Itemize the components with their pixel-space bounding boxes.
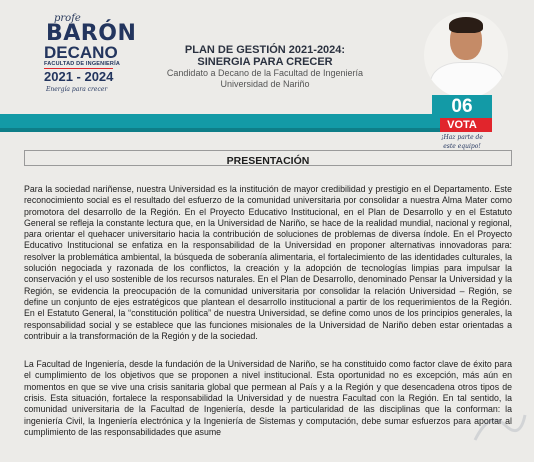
header-stripe-dark bbox=[0, 128, 440, 132]
vote-label: VOTA bbox=[432, 118, 492, 132]
badge-tagline-2: este equipo! bbox=[443, 143, 481, 150]
paragraph-1: Para la sociedad nariñense, nuestra Universidad es la institución de mayor credibilidad y prestigio en el Departamento. Este reconocimiento social es el resultado del esfuerzo de la comunidad universitaria por consolidar a nuestra Alma Mater como promotora del desarrollo de la Región. En el Proyecto Educativo Institucional, en el Plan de Desarrollo y en el Estatuto General se refleja la constante lectura que, en la Universidad de Nariño, se hace de la realidad mundial, nacional y regional, para orientar el quehacer universitario hacia la contribución de soluciones de problemas de diversa índole. En el Proyecto Educativo Institucional se enfatiza en la responsabilidad de la Universidad en proponer alternativas innovadoras para: resolver la problemática ambiental, la búsqueda de soberanía alimentaria, el fortalecimiento de las identidades culturales, la solución negociada y razonada de los conflictos, la creación y la adopción de tecnologías limpias para impulsar la conservación y el uso sostenible de los recursos naturales. En el Plan de Desarrollo, denominado Pensar la Universidad y la Región, se evidencia la preocupación de la comunidad universitaria por consolidar la relación Universidad – Región, se define un conjunto de ejes estratégicos que plantean el desarrollo institucional a partir de los requerimientos de la Región. En el Estatuto General, la “constitución política” de nuestra Universidad, se define como unos de los principios generales, la responsabilidad social y se establece que las funciones misionales de la Universidad de Nariño deben estar orientadas a contribuir a la transformación de la Región y de la sociedad. bbox=[24, 184, 512, 341]
ballot-number: 06 bbox=[432, 95, 492, 118]
body-text bbox=[24, 184, 512, 455]
header-text bbox=[160, 44, 370, 90]
campaign-logo bbox=[40, 13, 137, 94]
candidate-shirt bbox=[430, 62, 504, 98]
header-stripe bbox=[0, 114, 440, 128]
logo-facultad: FACULTAD DE INGENIERÍA bbox=[44, 61, 121, 67]
paragraph-2: La Facultad de Ingeniería, desde la fundación de la Universidad de Nariño, se ha constituido como factor clave de éxito para el cumplimiento de los objetivos que se proponen a nivel institucional. Esta oportunidad no es excepción, más aún en momentos en que se vive una crisis sanitaria global que permean al País y a la Región y que desencadena otros tipos de crisis. Esta situación, fortalece la responsabilidad la Universidad y de nuestra Facultad con la Región. En tal sentido, la comunidad universitaria de la Facultad de Ingeniería, desde la particularidad de las disciplinas que la conforman: la ingeniería Civil, la Ingeniería electrónica y la Ingeniería de Sistemas y computación, debe sumar esfuerzos para aportar al cumplimiento de las responsabilidades que asume bbox=[24, 359, 512, 437]
logo-baron: BARÓN bbox=[46, 21, 137, 46]
header-title-line2: SINERGIA PARA CRECER bbox=[197, 56, 333, 68]
badge-tagline-1: ¡Haz parte de bbox=[441, 134, 483, 141]
watermark-icon bbox=[470, 405, 530, 445]
header-title-line1: PLAN DE GESTIÓN 2021-2024: bbox=[184, 44, 346, 56]
logo-decano: DECANO bbox=[44, 43, 118, 62]
candidate-photo bbox=[424, 12, 508, 98]
logo-years: 2021 - 2024 bbox=[44, 69, 114, 84]
section-heading bbox=[24, 150, 512, 166]
vote-badge bbox=[432, 95, 492, 150]
logo-slogan: Energía para crecer bbox=[46, 86, 108, 93]
candidate-hair bbox=[449, 17, 483, 33]
logo-profe: profe bbox=[54, 13, 81, 24]
header-subtitle-line1: Candidato a Decano de la Facultad de Ingeniería bbox=[166, 68, 364, 78]
section-title: PRESENTACIÓN bbox=[226, 155, 310, 167]
header-subtitle-line2: Universidad de Nariño bbox=[220, 79, 310, 89]
